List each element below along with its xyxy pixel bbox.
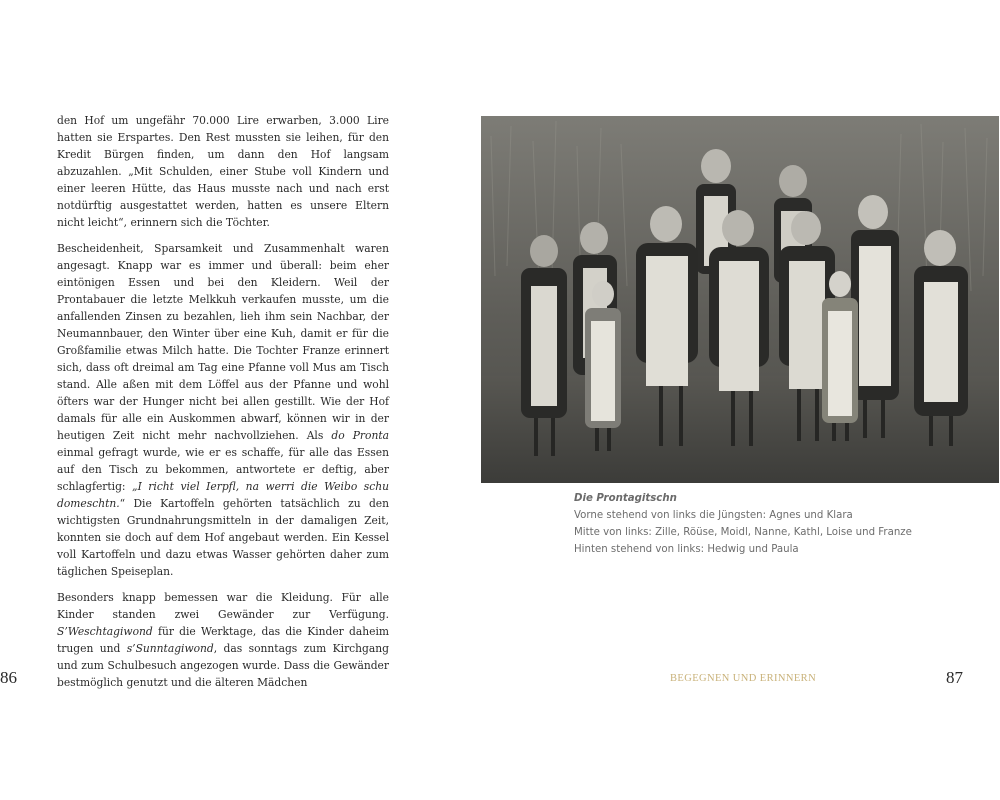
text-run: “ Die Kartoffeln gehörten tatsächlich zu den wichtigsten Grundnahrungsmitteln in der damaligen Zeit, konnten sie doch auf dem Hof angebaut werden. Ein Kessel voll Kartoffeln und dazu etwas Wasser gehörten daher zum täglichen Speiseplan. [57,497,389,578]
text-run: für die Werktage, das die Kinder daheim trugen und [57,625,389,655]
italic-run: „I richt viel Ierpfl, na werri die Weibo schu domeschtn. [57,480,389,510]
text-run: einmal gefragt wurde, wie er es schaffe, für alle das Essen auf den Tisch zu bekommen, antwortete er deftig, aber schlagfertig: [57,446,389,493]
caption-line: Vorne stehend von links die Jüngsten: Agnes und Klara [574,510,853,521]
page-number-left: 86 [0,668,17,687]
italic-run: do Pronta [331,429,389,442]
page-number-right: 87 [946,668,963,687]
text-run: den Hof um ungefähr 70.000 Lire erwarben, 3.000 Lire hatten sie Erspartes. Den Rest mussten sie leihen, für den Kredit Bürgen finden, um dann den Hof langsam abzuzahlen. „Mit Schulden, einer Stube voll Kindern und einer leeren Hütte, das Haus musste nach und nach erst notdürftig ausgestattet werden, hatten es unsere Eltern nicht leicht“, erinnern sich die Töchter. [57,114,389,229]
paragraph [57,112,389,231]
right-page [500,0,1000,800]
running-head: BEGEGNEN UND ERINNERN [670,673,817,684]
italic-run: s’Sunntagiwond [126,642,214,655]
caption-line: Hinten stehend von links: Hedwig und Paula [574,544,799,555]
photo-image [481,116,999,483]
paragraph [57,589,389,691]
body-text [57,112,389,700]
family-photo [481,116,999,483]
italic-run: S’Weschtagiwond [57,625,153,638]
text-run: Bescheidenheit, Sparsamkeit und Zusammenhalt waren angesagt. Knapp war es immer und überall: beim eher eintönigen Essen und bei den Kleidern. Weil der Prontabauer die letzte Melkkuh verkaufen musste, um die anfallenden Zinsen zu bezahlen, lieh ihm sein Nachbar, der Neumannbauer, den Winter über eine Kuh, damit er für die Großfamilie etwas Milch hatte. Die Tochter Franze erinnert sich, dass oft dreimal am Tag eine Pfanne voll Mus am Tisch stand. Alle aßen mit dem Löffel aus der Pfanne und wohl öfters war der Hunger nicht bei allen gestillt. Wie der Hof damals für alle ein Auskommen abwarf, können wir in der heutigen Zeit nicht mehr nachvollziehen. Als [57,242,389,442]
paragraph [57,240,389,580]
text-run: , das sonntags zum Kirchgang und zum Schulbesuch angezogen wurde. Dass die Gewänder bestmöglich genutzt und die älteren Mädchen [57,642,389,689]
photo-caption [574,490,994,558]
text-run: Besonders knapp bemessen war die Kleidung. Für alle Kinder standen zwei Gewänder zur Verfügung. [57,591,389,621]
caption-line: Mitte von links: Zille, Röüse, Moidl, Nanne, Kathl, Loise und Franze [574,527,912,538]
caption-title: Die Prontagitschn [574,493,677,504]
